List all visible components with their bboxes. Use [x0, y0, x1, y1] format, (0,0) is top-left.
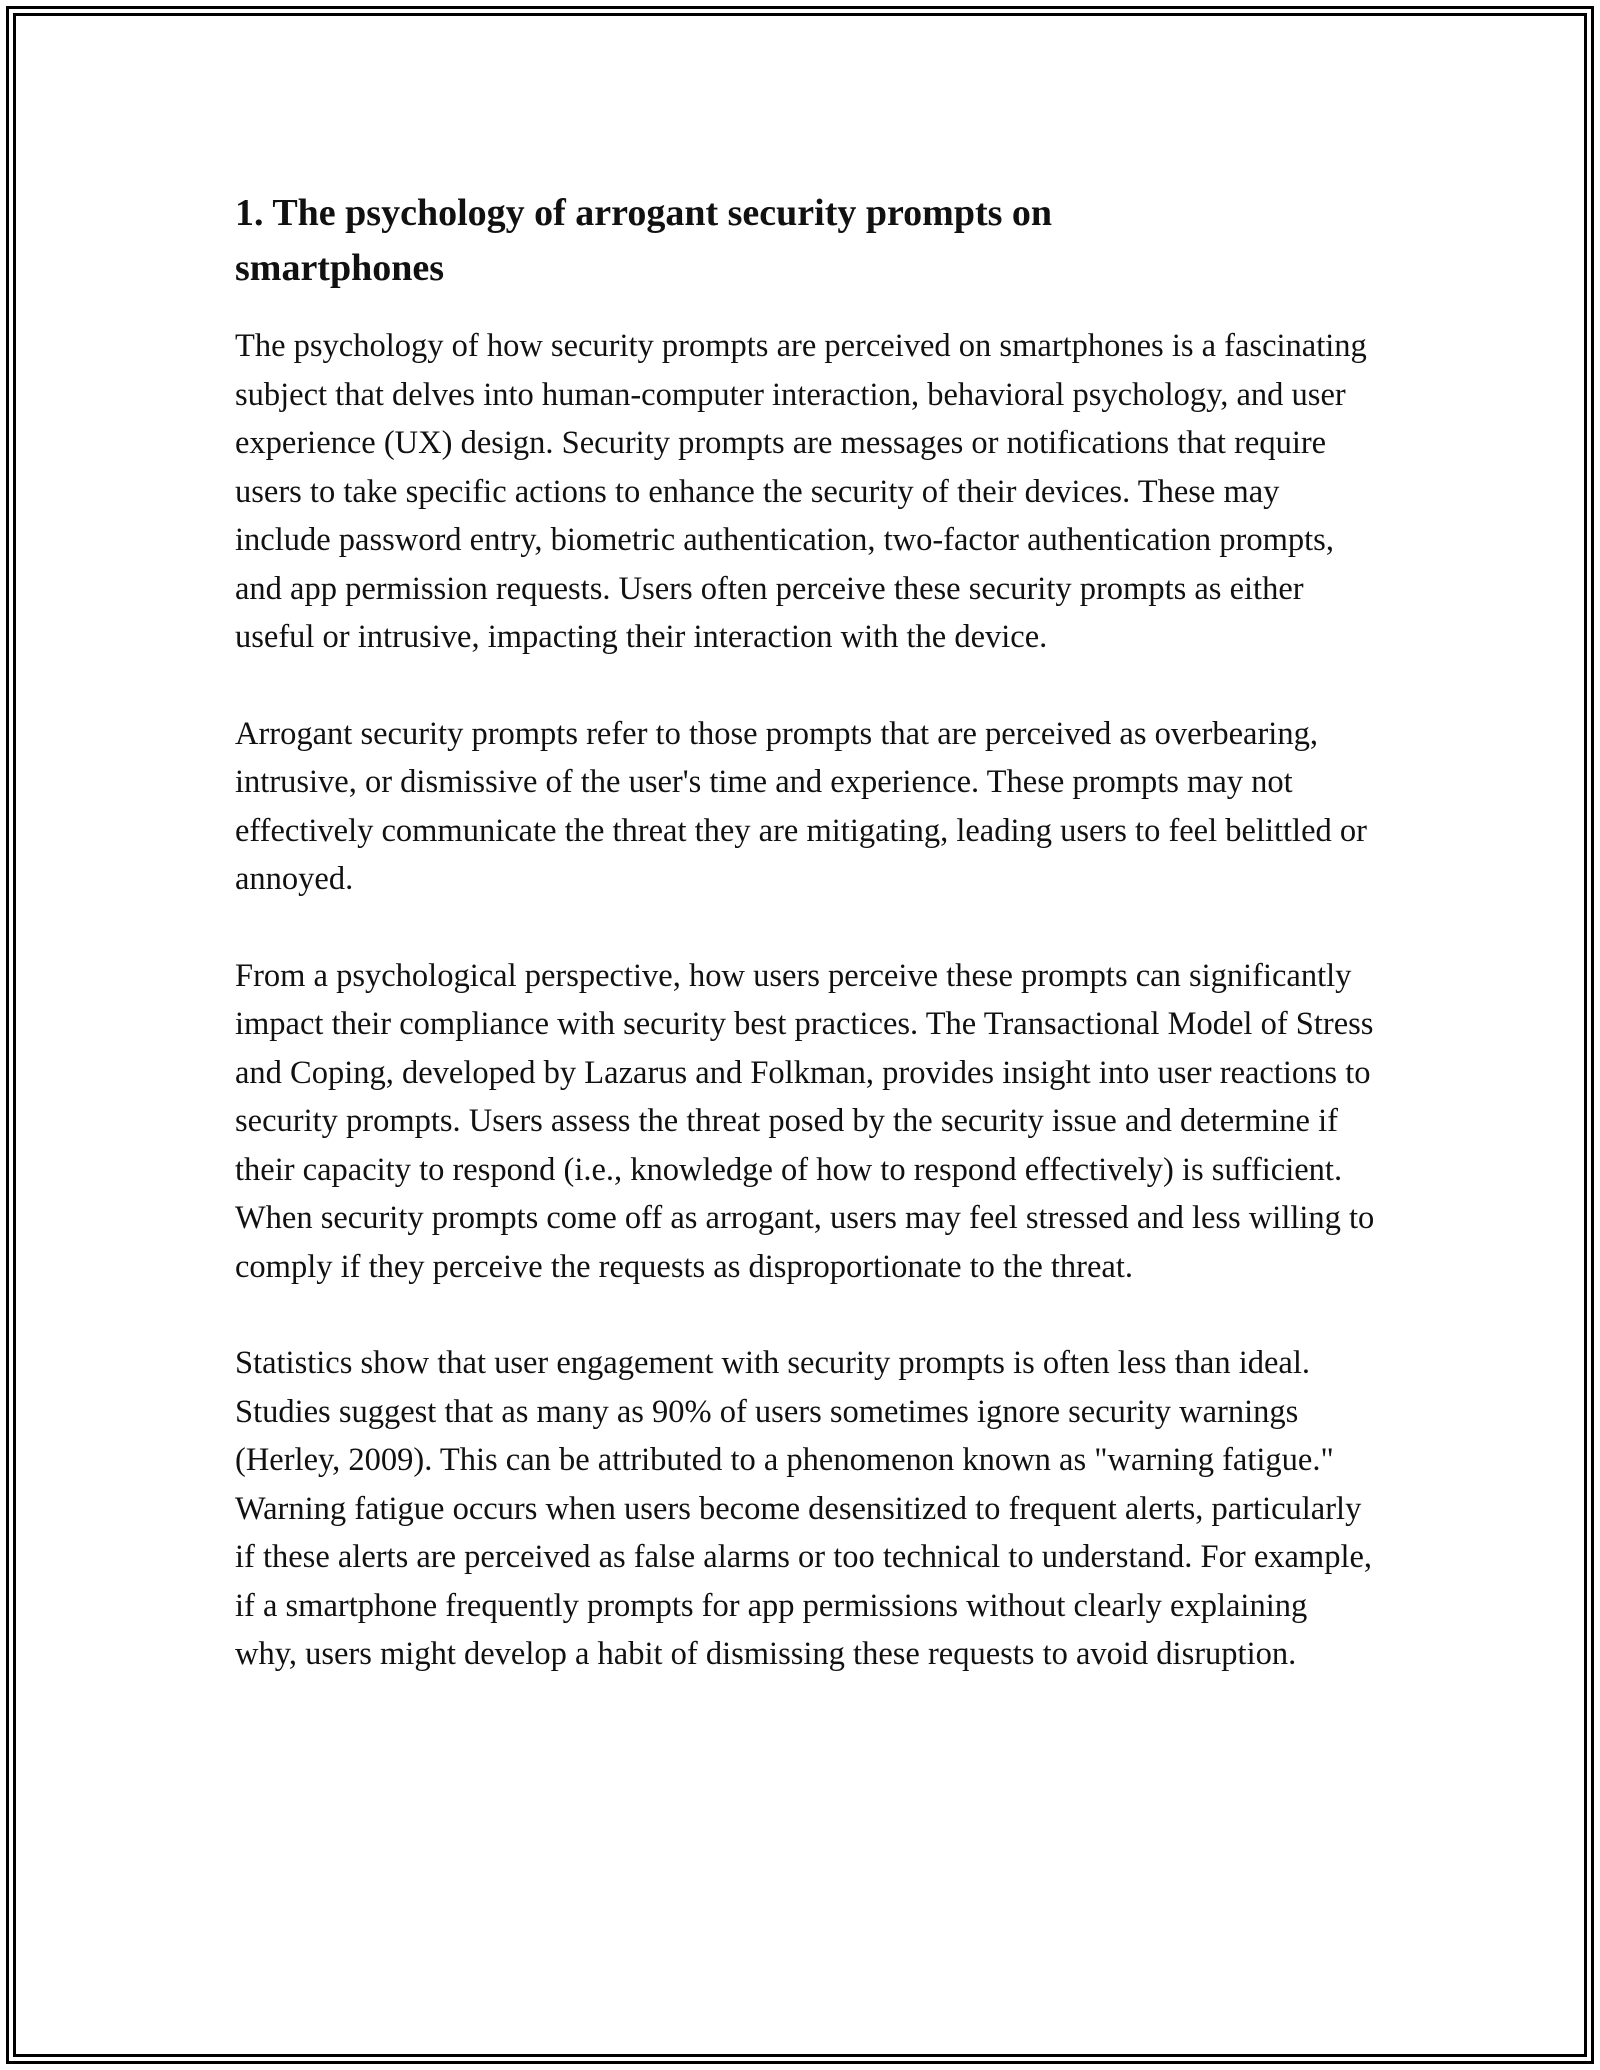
section-heading: 1. The psychology of arrogant security prompts on smartphones: [235, 192, 1053, 289]
paragraph-statistics: Statistics show that user engagement with security prompts is often less than ideal. Studies suggest that as many as 90% of users sometimes ignore security warnings (Herley, 2009). This can be attributed to a phenomenon known as "warning fatigue." Warning fatigue occurs when users become desensitized to frequent alerts, particularly if these alerts are perceived as false alarms or too technical to understand. For example, if a smartphone frequently prompts for app permissions without clearly explaining why, users might develop a habit of dismissing these requests to avoid disruption.: [235, 1345, 1373, 1672]
paragraph-psychological-perspective: From a psychological perspective, how users perceive these prompts can significantly impact their compliance with security best practices. The Transactional Model of Stress and Coping, developed by Lazarus and Folkman, provides insight into user reactions to security prompts. Users assess the threat posed by the security issue and determine if their capacity to respond (i.e., knowledge of how to respond effectively) is sufficient. When security prompts come off as arrogant, users may feel stressed and less willing to comply if they perceive the requests as disproportionate to the threat.: [235, 957, 1375, 1285]
paragraph-intro: The psychology of how security prompts are perceived on smartphones is a fascinating subject that delves into human-computer interaction, behavioral psychology, and user experience (UX) design. Security prompts are messages or notifications that require users to take specific actions to enhance the security of their devices. These may include password entry, biometric authentication, two-factor authentication prompts, and app permission requests. Users often perceive these security prompts as either useful or intrusive, impacting their interaction with the device.: [235, 328, 1367, 655]
document-body: [235, 186, 1375, 1727]
paragraph-arrogant-prompts: Arrogant security prompts refer to those prompts that are perceived as overbearing, intrusive, or dismissive of the user's time and experience. These prompts may not effectively communicate the threat they are mitigating, leading users to feel belittled or annoyed.: [235, 715, 1367, 897]
